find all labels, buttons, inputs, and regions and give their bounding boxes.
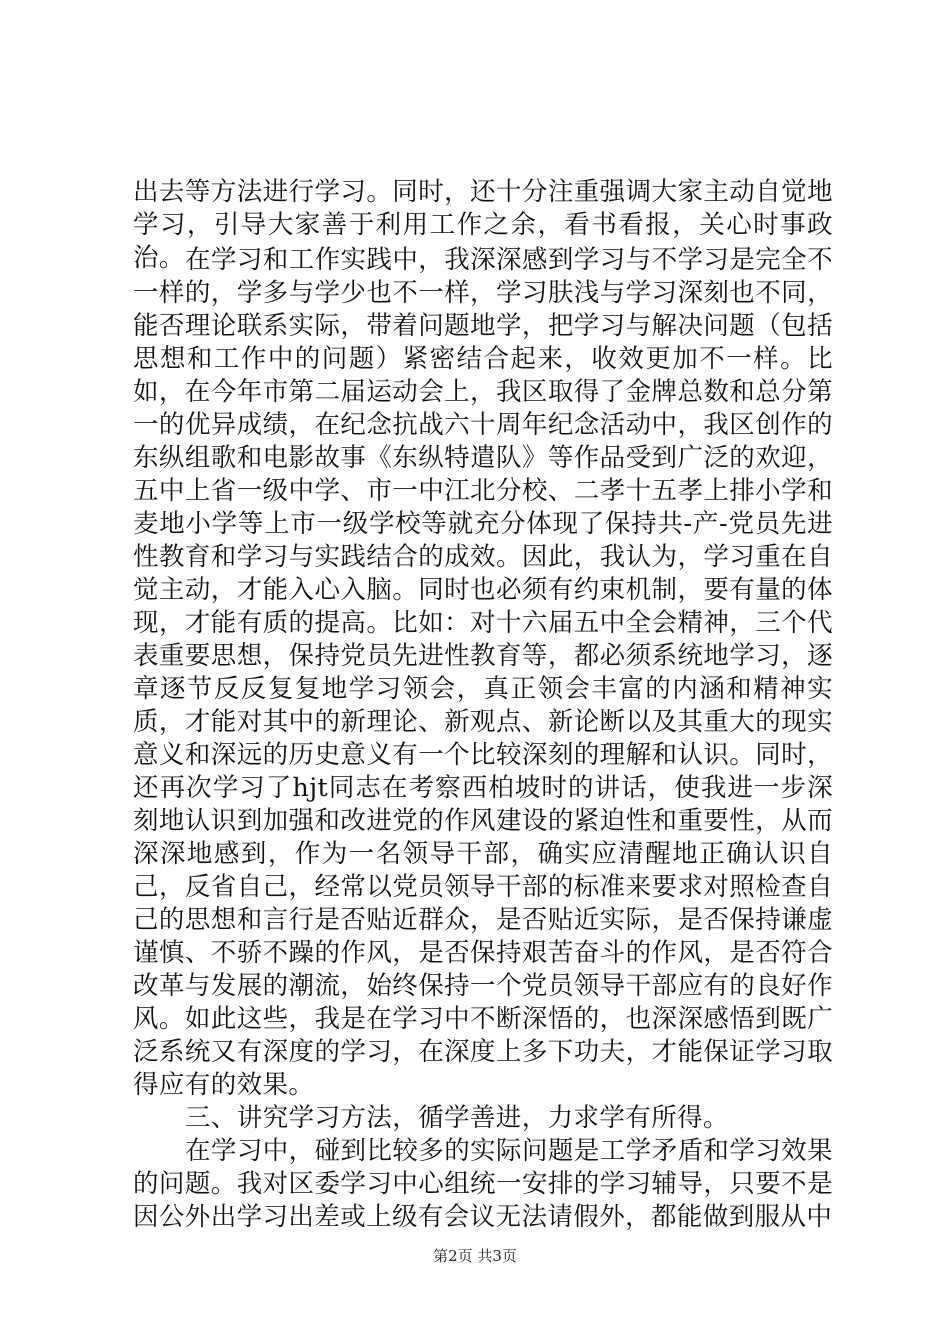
text-section-main xyxy=(133,244,833,1234)
paragraph-study-practice: 在学习和工作实践中，我深深感到学习与不学习是完全不一样的，学多与学少也不一样，学习肤浅与学习深刻也不同，能否理论联系实际，带着问题地学，把学习与解决问题（包括思想和工作中的问题）紧密结合起来，收效更加不一样。比如，在今年市第二届运动会上，我区取得了金牌总数和总分第一的优异成绩，在纪念抗战六十周年纪念活动中，我区创作的东纵组歌和电影故事《东纵特遣队》等作品受到广泛的欢迎，五中上省一级中学、市一中江北分校、二孝十五孝上排小学和麦地小学等上市一级学校等就充分体现了保持共-产-党员先进性教育和学习与实践结合的成效。因此，我认为，学习重在自觉主动，才能入心入脑。同时也必须有约束机制，要有量的体现，才能有质的提高。比如：对十六届五中全会精神，三个代表重要思想，保持党员先进性教育等，都必须系统地学习，逐章逐节反反复复地学习领会，真正领会丰富的内涵和精神实质，才能对其中的新理论、新观点、新论断以及其重大的现实意义和深远的历史意义有一个比较深刻的理解和认识。同时，还再次学习了hjt同志在考察西柏坡时的讲话，使我进一步深刻地认识到加强和改进党的作风建设的紧迫性和重要性，从而深深地感到，作为一名领导干部，确实应清醒地正确认识自己，反省自己，经常以党员领导干部的标准来要求对照检查自己的思想和言行是否贴近群众，是否贴近实际，是否保持谦虚谨慎、不骄不躁的作风，是否保持艰苦奋斗的作风，是否符合改革与发展的潮流，始终保持一个党员领导干部应有的良好作风。如此这些，我是在学习中不断深悟的，也深深感悟到既广泛系统又有深度的学习，在深度上多下功夫，才能保证学习取得应有的效果。 xyxy=(133,245,833,1100)
paragraph-continuation: 出去等方法进行学习。同时，还十分注重强调大家主动自觉地学习，引导大家善于利用工作之余，看书看报，关心时事政治。 xyxy=(133,177,833,273)
paragraph-study-issues: 在学习中，碰到比较多的实际问题是工学矛盾和学习效果的问题。我对区委学习中心组统一安排的学习辅导，只要不是因公外出学习出差或上级有会议无法请假外，都能做到服从中 xyxy=(133,1136,833,1232)
page-footer: 第2页 共3页 xyxy=(433,1247,517,1265)
section-heading-study-method: 三、讲究学习方法，循学善进，力求学有所得。 xyxy=(185,1103,729,1133)
